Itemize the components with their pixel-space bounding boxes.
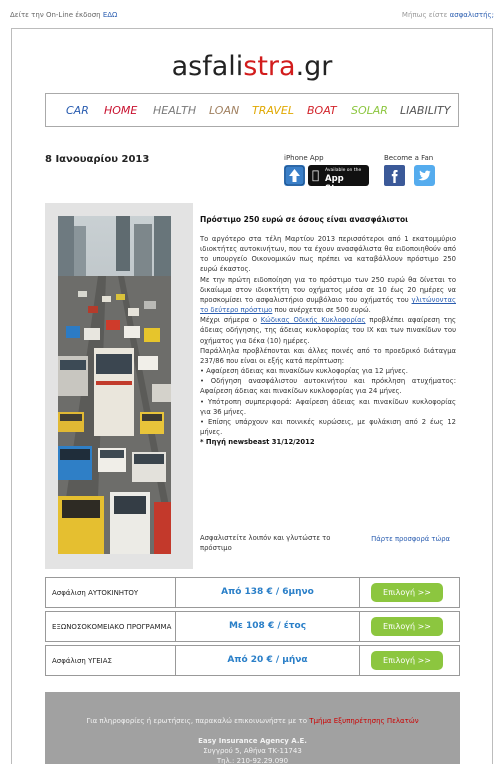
company-phone: Τηλ.: 210-92.29.090 <box>216 757 289 764</box>
article-cta-text: Ασφαλιστείτε λοιπόν και γλυτώστε το πρόστιμο <box>200 534 331 552</box>
article-title: Πρόστιμο 250 ευρώ σε όσους είναι ανασφάλιστοι <box>200 215 409 224</box>
nav-item-loan[interactable]: LOAN <box>209 104 240 117</box>
traffic-code-link[interactable]: Κώδικας Οδικής Κυκλοφορίας <box>260 316 366 325</box>
nav-item-travel[interactable]: TRAVEL <box>252 104 294 117</box>
plan-price: Με 108 € / έτος <box>228 621 307 631</box>
nav-item-boat[interactable]: BOAT <box>307 104 337 117</box>
facebook-icon[interactable] <box>384 165 405 186</box>
plan-price: Από 138 € / 6μηνο <box>221 587 314 597</box>
plan-name: Ασφάλιση ΑΥΤΟΚΙΝΗΤΟΥ <box>52 589 139 597</box>
select-plan-button[interactable]: Επιλογή >> <box>371 583 443 602</box>
iphone-app-icon[interactable] <box>284 165 305 186</box>
article-paragraph-1: Το αργότερο στα τέλη Μαρτίου 2013 περισσότεροι από 1 εκατομμύριο ιδιοκτήτες αυτοκινήτων, που τα έχουν ανασφάλιστα θα ειδοποιηθούν από το υπουργείο Οικονομικών πως πρέπει να καταβάλλουν πρόστιμο 250 ευρώ έκαστος. <box>200 235 456 274</box>
online-version-text: Δείτε την On-Line έκδοση <box>10 11 101 19</box>
online-version-link[interactable]: ΕΔΩ <box>102 11 118 19</box>
plan-price: Από 20 € / μήνα <box>227 655 308 665</box>
article-paragraph-4: Παράλληλα προβλέπονται και άλλες ποινές από το προεδρικό διάταγμα 237/86 που είναι οι εξής κατά περίπτωση: <box>200 346 456 365</box>
become-fan-label: Become a Fan <box>384 154 434 162</box>
article-paragraph-3b: προβλέπει αφαίρεση της άδειας οδήγησης, της άδειας κυκλοφορίας του ΙΧ και των πινακίδων του οχήματος για δέκα (10) ημέρες. <box>200 316 456 345</box>
traffic-photo <box>58 216 171 554</box>
newsletter-container <box>11 28 493 764</box>
article-source: * Πηγή newsbeast 31/12/2012 <box>200 438 315 447</box>
app-store-badge[interactable] <box>308 165 369 194</box>
article-paragraph-2a: Με την πρώτη ειδοποίηση για το πρόστιμο των 250 ευρώ θα δίνεται το δικαίωμα στον ιδιοκτήτη του οχήματος μέσα σε 10 έως 20 ημέρες να προσκομίσει το ασφαλιστήριο συμβόλαιο του οχήματός του <box>200 275 456 304</box>
footer-info-line <box>45 717 460 725</box>
plan-row-health <box>45 645 460 676</box>
footer-info-text: Για πληροφορίες ή ερωτήσεις, παρακαλώ επικοινωνήστε με το <box>86 717 308 725</box>
agent-line <box>402 11 494 19</box>
logo-text-b: stra <box>243 51 296 82</box>
divider <box>359 578 360 607</box>
company-address: Συγγρού 5, Αθήνα ΤΚ-11743 <box>203 747 302 755</box>
category-nav <box>45 93 459 127</box>
twitter-icon[interactable] <box>414 165 435 186</box>
issue-date: 8 Ιανουαρίου 2013 <box>45 154 150 165</box>
plan-name: Ασφάλιση ΥΓΕΙΑΣ <box>52 657 112 665</box>
nav-item-solar[interactable]: SOLAR <box>351 104 388 117</box>
customer-service-link[interactable]: Τμήμα Εξυπηρέτησης Πελατών <box>309 717 419 725</box>
divider <box>359 646 360 675</box>
article-paragraph-3a: Μέχρι σήμερα ο <box>200 316 257 325</box>
select-plan-button[interactable]: Επιλογή >> <box>371 651 443 670</box>
online-version-line <box>10 11 117 19</box>
penalty-bullet: • Οδήγηση ανασφάλιστου αυτοκινήτου και πρόκληση ατυχήματος: Αφαίρεση άδειας και πινακίδων κυκλοφορίας για 24 μήνες. <box>200 377 456 396</box>
company-name: Easy Insurance Agency A.E. <box>198 737 307 745</box>
plan-row-car <box>45 577 460 608</box>
iphone-app-label: iPhone App <box>284 154 324 162</box>
logo-text-a: asfali <box>171 51 244 82</box>
get-offer-link[interactable]: Πάρτε προσφορά τώρα <box>371 535 450 543</box>
article-body <box>200 234 456 447</box>
select-plan-button[interactable]: Επιλογή >> <box>371 617 443 636</box>
nav-item-car[interactable]: CAR <box>66 104 89 117</box>
nav-item-home[interactable]: HOME <box>104 104 138 117</box>
nav-item-health[interactable]: HEALTH <box>153 104 197 117</box>
nav-item-liability[interactable]: LIABILITY <box>400 104 451 117</box>
logo-text-c: .gr <box>295 51 333 82</box>
plan-row-hospital <box>45 611 460 642</box>
footer <box>45 692 460 764</box>
penalty-bullet: • Επίσης υπάρχουν και ποινικές κυρώσεις, με φυλάκιση από 2 έως 12 μήνες. <box>200 417 456 436</box>
second-fine-link[interactable]: γλιτώνοντας το δεύτερο πρόστιμο <box>200 295 456 315</box>
site-logo[interactable] <box>12 51 492 82</box>
article-card <box>45 203 460 569</box>
penalty-bullet: • Αφαίρεση άδειας και πινακίδων κυκλοφορίας για 12 μήνες. <box>200 367 408 376</box>
agent-text: Μήπως είστε <box>401 11 448 19</box>
divider <box>359 612 360 641</box>
agent-link[interactable]: ασφαλιστής; <box>449 11 494 19</box>
penalty-bullet: • Υπότροπη συμπεριφορά: Αφαίρεση άδειας και πινακίδων κυκλοφορίας για 36 μήνες. <box>200 397 456 416</box>
app-store-big-text: App Store <box>325 174 351 194</box>
app-store-small-text: Available on the <box>325 168 362 173</box>
apple-icon <box>312 168 319 182</box>
article-content <box>193 203 460 569</box>
plan-name: ΕΞΩΝΟΣΟΚΟΜΕΙΑΚΟ ΠΡΟΓΡΑΜΜΑ <box>52 623 172 631</box>
top-bar <box>0 0 504 28</box>
article-paragraph-2b: που ανέρχεται σε 500 ευρώ. <box>274 306 371 315</box>
